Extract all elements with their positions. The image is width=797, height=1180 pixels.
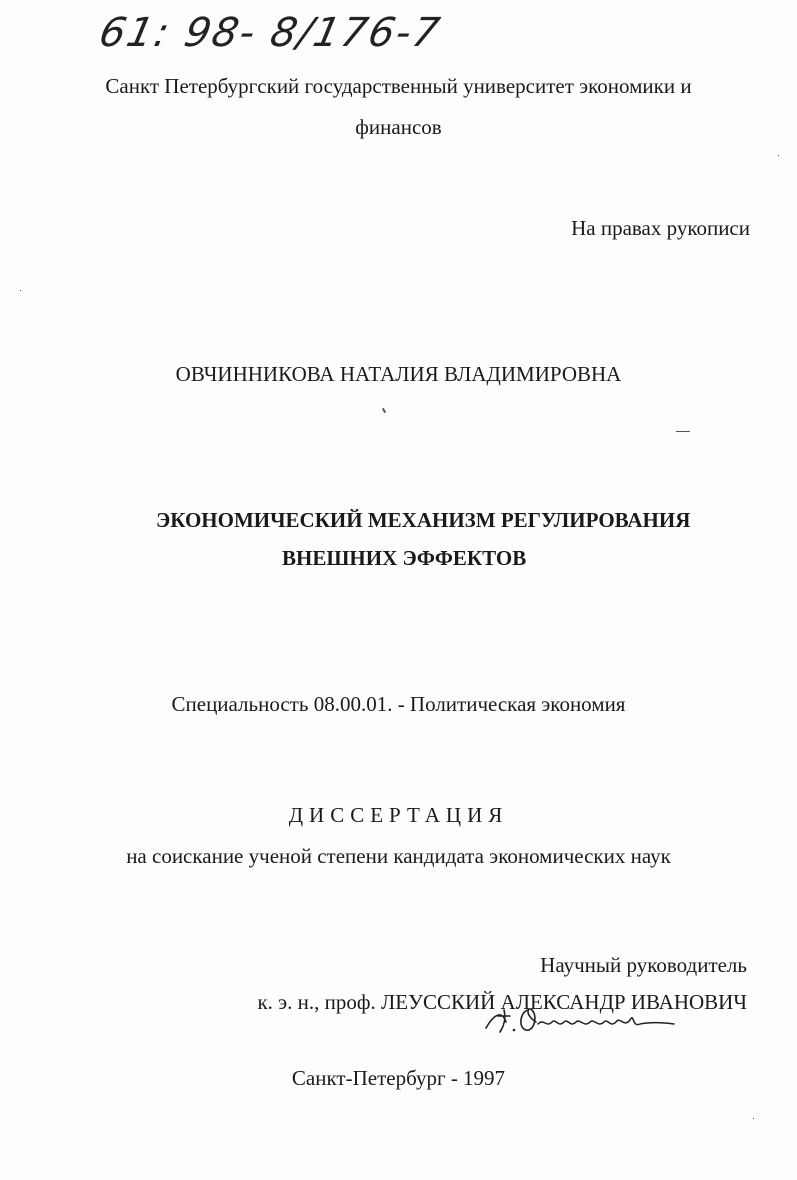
scan-speck — [20, 290, 21, 291]
specialty: Специальность 08.00.01. - Политическая экономия — [171, 692, 626, 716]
scan-speck — [382, 408, 386, 413]
archive-code-handwritten: 61: 98- 8/176-7 — [95, 10, 446, 56]
manuscript-note: На правах рукописи — [571, 216, 750, 240]
dissertation-label: ДИССЕРТАЦИЯ — [288, 803, 509, 827]
university-name-line1: Санкт Петербургский государственный университет экономики и — [105, 74, 692, 98]
supervisor-name: к. э. н., проф. ЛЕУССКИЙ АЛЕКСАНДР ИВАНОВИЧ — [257, 990, 747, 1014]
dissertation-title-line2: ВНЕШНИХ ЭФФЕКТОВ — [282, 546, 527, 570]
scan-speck — [753, 1118, 754, 1119]
degree-subtitle: на соискание ученой степени кандидата экономических наук — [126, 844, 671, 868]
author-name: ОВЧИННИКОВА НАТАЛИЯ ВЛАДИМИРОВНА — [175, 362, 622, 386]
supervisor-label: Научный руководитель — [540, 953, 747, 977]
university-name-line2: финансов — [355, 115, 442, 139]
scan-speck — [676, 431, 690, 432]
city-year: Санкт-Петербург - 1997 — [291, 1066, 506, 1090]
scan-speck — [778, 155, 779, 156]
author-signature — [480, 992, 680, 1042]
dissertation-title-line1: ЭКОНОМИЧЕСКИЙ МЕХАНИЗМ РЕГУЛИРОВАНИЯ — [156, 508, 691, 532]
